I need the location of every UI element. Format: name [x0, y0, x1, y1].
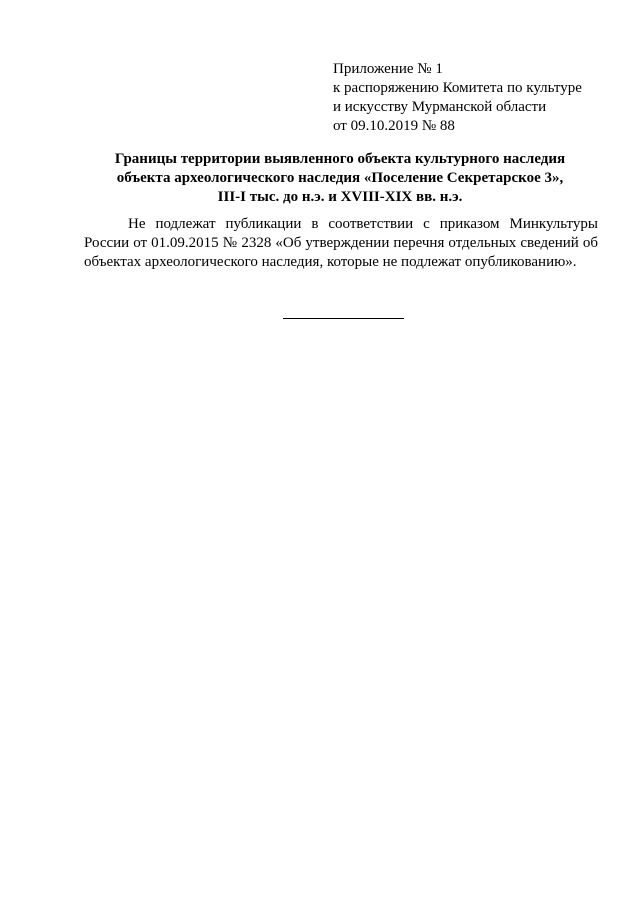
closing-divider — [283, 318, 404, 319]
title-line-3: III-I тыс. до н.э. и XVIII-XIX вв. н.э. — [217, 189, 463, 205]
appendix-issuer: и искусству Мурманской области — [333, 99, 547, 115]
title-line-2: объекта археологического наследия «Поселение Секретарское 3», — [116, 170, 564, 186]
body-paragraph: Не подлежат публикации в соответствии с приказом Минкультуры России от 01.09.2015 № 2328 «Об утверждении перечня отдельных сведений об объектах археологического наследия, которые не подлежат опубликованию». — [84, 216, 598, 270]
title-line-1: Границы территории выявленного объекта культурного наследия — [114, 151, 566, 167]
appendix-order-reference: к распоряжению Комитета по культуре — [333, 80, 582, 96]
appendix-date-number: от 09.10.2019 № 88 — [333, 118, 455, 134]
appendix-number: Приложение № 1 — [333, 61, 443, 77]
document-title — [80, 150, 600, 207]
appendix-header — [333, 60, 603, 136]
